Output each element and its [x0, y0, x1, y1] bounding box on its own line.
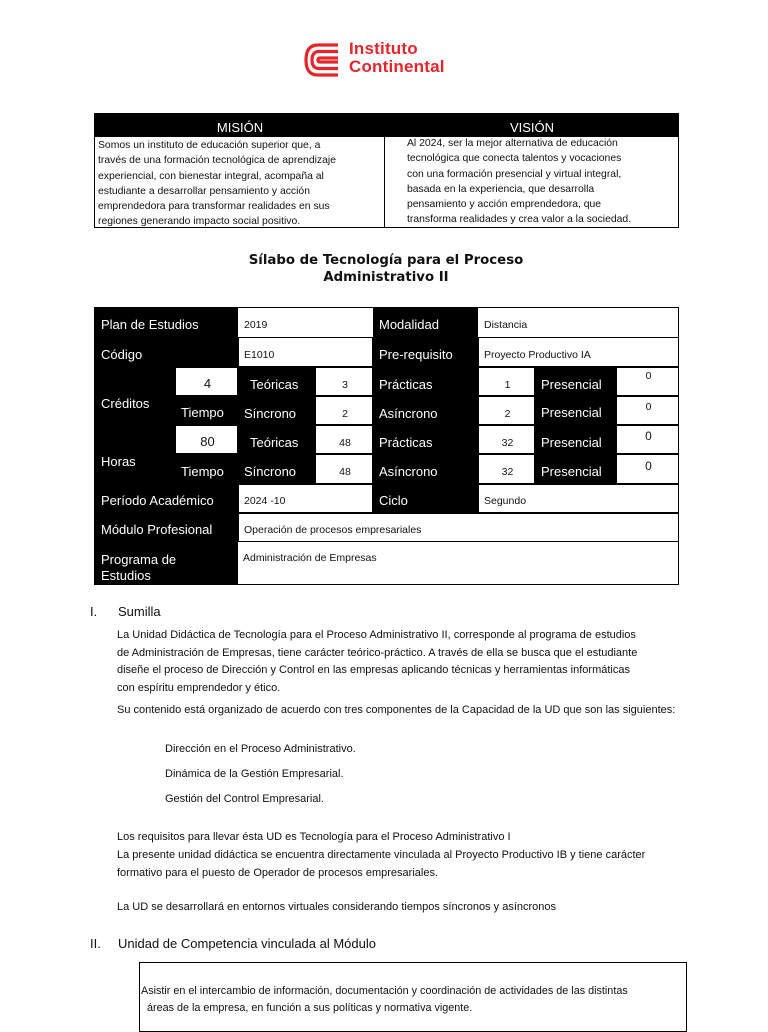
cred-asincrono-label-cell — [373, 396, 478, 425]
codigo-value-cell — [238, 337, 373, 367]
mission-text — [98, 138, 378, 230]
plan-label-cell — [95, 308, 238, 337]
horas-presencial-value-cell-1 — [616, 425, 679, 454]
horas-asincrono-value: 32 — [501, 466, 514, 478]
sumilla-line: La presente unidad didáctica se encuentra directamente vinculada al Proyecto Productivo IB y tiene carácter — [117, 849, 646, 861]
cred-presencial-label-cell-1 — [535, 367, 616, 396]
periodo-label-cell — [95, 484, 238, 513]
component-item: Dirección en el Proceso Administrativo. — [165, 743, 356, 755]
vision-text — [407, 136, 671, 228]
periodo-value-cell — [238, 484, 373, 513]
horas-presencial-value-1: 0 — [645, 429, 652, 443]
creditos-tiempo-cell — [175, 396, 238, 425]
mission-line: regiones generando impacto social positivo. — [98, 216, 301, 228]
cred-presencial-value-1: 0 — [645, 370, 652, 382]
logo-line-1: Instituto — [349, 39, 418, 58]
periodo-value: 2024 -10 — [244, 495, 286, 507]
teoricas-label: Teóricas — [250, 377, 299, 392]
codigo-label-cell — [95, 337, 238, 367]
cred-teoricas-value-cell — [315, 367, 373, 396]
cred-teoricas-value: 3 — [342, 379, 348, 391]
vision-line: pensamiento y acción emprendedora, que — [407, 199, 602, 211]
mission-vision-table — [94, 113, 679, 228]
mission-line: emprendedora para transformar realidades en sus — [98, 201, 330, 213]
horas-practicas-label-cell — [373, 425, 478, 454]
mission-line: experiencial, con bienestar integral, acompaña al — [98, 170, 324, 182]
sumilla-paragraph-3: Los requisitos para llevar ésta UD es Tecnología para el Proceso Administrativo I — [117, 831, 511, 843]
horas-presencial-value-cell-2 — [616, 454, 679, 484]
modalidad-label-cell — [373, 308, 478, 337]
vision-line: basada en la experiencia, que desarrolla — [407, 183, 595, 195]
mission-line: estudiante a desarrollar pensamiento y acción — [98, 185, 310, 197]
sumilla-number: I. — [90, 604, 98, 619]
horas-practicas-value: 32 — [501, 437, 514, 449]
prereq-label: Pre-requisito — [379, 347, 453, 362]
programa-value-cell — [238, 542, 679, 585]
vision-line: tecnológica que conecta talentos y vocaciones — [407, 153, 622, 165]
presencial-label: Presencial — [541, 435, 602, 450]
practicas-label: Prácticas — [379, 435, 433, 450]
horas-tiempo-cell — [175, 454, 238, 484]
periodo-label: Período Académico — [101, 493, 214, 508]
competencia-number: II. — [90, 936, 101, 951]
horas-label-cell — [95, 425, 175, 484]
component-item: Gestión del Control Empresarial. — [165, 793, 324, 805]
mission-header: MISIÓN — [95, 114, 385, 137]
sumilla-line: con espíritu emprendedor y ético. — [117, 681, 281, 694]
creditos-label: Créditos — [101, 396, 150, 411]
continental-logo-icon — [304, 43, 340, 77]
ciclo-label-cell — [373, 484, 478, 513]
horas-asincrono-value-cell — [478, 454, 535, 484]
sumilla-paragraph-2: Su contenido está organizado de acuerdo con tres componentes de la Capacidad de la UD que son las siguientes: — [117, 704, 676, 716]
creditos-total-cell — [175, 367, 238, 396]
horas-sincrono-label-cell — [238, 454, 315, 484]
logo-line-2: Continental — [349, 57, 445, 76]
mission-vision-divider — [384, 137, 385, 228]
sumilla-paragraph-4 — [117, 847, 717, 882]
programa-label-line-1: Programa de — [101, 552, 177, 567]
horas-teoricas-label-cell — [238, 425, 315, 454]
logo-wordmark — [349, 40, 445, 76]
sumilla-line: La Unidad Didáctica de Tecnología para el Proceso Administrativo II, corresponde al programa de estudios — [117, 629, 636, 641]
sincrono-label: Síncrono — [244, 406, 297, 421]
modulo-value: Operación de procesos empresariales — [244, 524, 422, 536]
cred-practicas-value: 1 — [504, 379, 511, 391]
asincrono-label: Asíncrono — [379, 406, 438, 421]
horas-teoricas-value: 48 — [339, 437, 351, 449]
cred-sincrono-value: 2 — [342, 408, 348, 420]
horas-sincrono-value: 48 — [339, 466, 351, 478]
cred-asincrono-value-cell — [478, 396, 535, 425]
tiempo-label: Tiempo — [181, 405, 224, 420]
cred-asincrono-value: 2 — [504, 408, 511, 420]
mission-line: Somos un instituto de educación superior que, a — [98, 140, 321, 151]
horas-presencial-value-2: 0 — [645, 459, 652, 473]
cred-teoricas-label-cell — [238, 367, 315, 396]
modulo-value-cell — [238, 513, 679, 542]
cred-presencial-label-cell-2 — [535, 396, 616, 425]
horas-asincrono-label-cell — [373, 454, 478, 484]
ciclo-label: Ciclo — [379, 493, 408, 508]
component-item: Dinámica de la Gestión Empresarial. — [165, 768, 344, 780]
vision-line: Al 2024, ser la mejor alternativa de educación — [407, 138, 618, 149]
cred-presencial-value-cell-1 — [616, 367, 679, 396]
programa-label-cell — [95, 542, 238, 585]
cred-presencial-value-2: 0 — [645, 401, 652, 413]
vision-line: transforma realidades y crea valor a la sociedad. — [407, 214, 632, 226]
vision-header: VISIÓN — [385, 114, 679, 137]
modalidad-value-cell — [478, 308, 679, 337]
horas-practicas-value-cell — [478, 425, 535, 454]
modulo-label-cell — [95, 513, 238, 542]
vision-line: con una formación presencial y virtual integral, — [407, 168, 622, 180]
tiempo-label: Tiempo — [181, 464, 224, 479]
horas-teoricas-value-cell — [315, 425, 373, 454]
sumilla-heading: Sumilla — [118, 604, 161, 619]
presencial-label: Presencial — [541, 405, 602, 420]
plan-label: Plan de Estudios — [101, 317, 199, 332]
horas-total-cell — [175, 425, 238, 454]
syllabus-title — [200, 252, 572, 286]
competencia-box — [139, 962, 687, 1032]
programa-value: Administración de Empresas — [243, 552, 377, 564]
codigo-label: Código — [101, 347, 143, 362]
sumilla-paragraph-5: La UD se desarrollará en entornos virtuales considerando tiempos síncronos y asíncronos — [117, 901, 557, 913]
institute-logo — [304, 40, 474, 80]
ciclo-value-cell — [478, 484, 679, 513]
title-line-2: Administrativo II — [323, 270, 449, 285]
sumilla-line: de Administración de Empresas, tiene carácter teórico-práctico. A través de ella se busca que el estudiante — [117, 646, 638, 659]
prereq-value: Proyecto Productivo IA — [484, 349, 591, 361]
sumilla-paragraph-1 — [117, 627, 717, 697]
cred-practicas-label-cell — [373, 367, 478, 396]
horas-sincrono-value-cell — [315, 454, 373, 484]
horas-label: Horas — [101, 454, 136, 469]
horas-total: 80 — [200, 434, 215, 449]
plan-value-cell — [238, 308, 373, 337]
asincrono-label: Asíncrono — [379, 464, 438, 479]
competencia-line-2: áreas de la empresa, en función a sus políticas y normativa vigente. — [147, 1002, 473, 1014]
modulo-label: Módulo Profesional — [101, 522, 213, 537]
sumilla-line: formativo para el puesto de Operador de procesos empresariales. — [117, 866, 439, 879]
title-line-1: Sílabo de Tecnología para el Proceso — [248, 253, 524, 268]
presencial-label: Presencial — [541, 377, 602, 392]
cred-practicas-value-cell — [478, 367, 535, 396]
creditos-total: 4 — [203, 376, 212, 391]
codigo-value: E1010 — [244, 349, 275, 361]
course-info-table — [94, 307, 679, 585]
sincrono-label: Síncrono — [244, 464, 297, 479]
plan-value: 2019 — [244, 319, 268, 331]
modalidad-value: Distancia — [484, 319, 528, 331]
horas-presencial-label-cell-1 — [535, 425, 616, 454]
presencial-label: Presencial — [541, 464, 602, 479]
practicas-label: Prácticas — [379, 377, 433, 392]
creditos-label-cell — [95, 367, 175, 425]
teoricas-label: Teóricas — [250, 435, 299, 450]
programa-label — [101, 552, 176, 584]
prereq-label-cell — [373, 337, 478, 367]
competencia-line-1: Asistir en el intercambio de información, documentación y coordinación de actividades de las distintas — [141, 985, 628, 997]
mission-line: través de una formación tecnológica de aprendizaje — [98, 155, 336, 167]
competencia-heading: Unidad de Competencia vinculada al Módulo — [118, 936, 376, 951]
prereq-value-cell — [478, 337, 679, 367]
programa-label-line-2: Estudios — [101, 568, 151, 583]
ciclo-value: Segundo — [484, 495, 527, 507]
cred-presencial-value-cell-2 — [616, 396, 679, 425]
modalidad-label: Modalidad — [379, 317, 439, 332]
cred-sincrono-value-cell — [315, 396, 373, 425]
sumilla-line: diseñe el proceso de Dirección y Control en las empresas aplicando técnicas y herramientas informáticas — [117, 664, 630, 676]
horas-presencial-label-cell-2 — [535, 454, 616, 484]
cred-sincrono-label-cell — [238, 396, 315, 425]
